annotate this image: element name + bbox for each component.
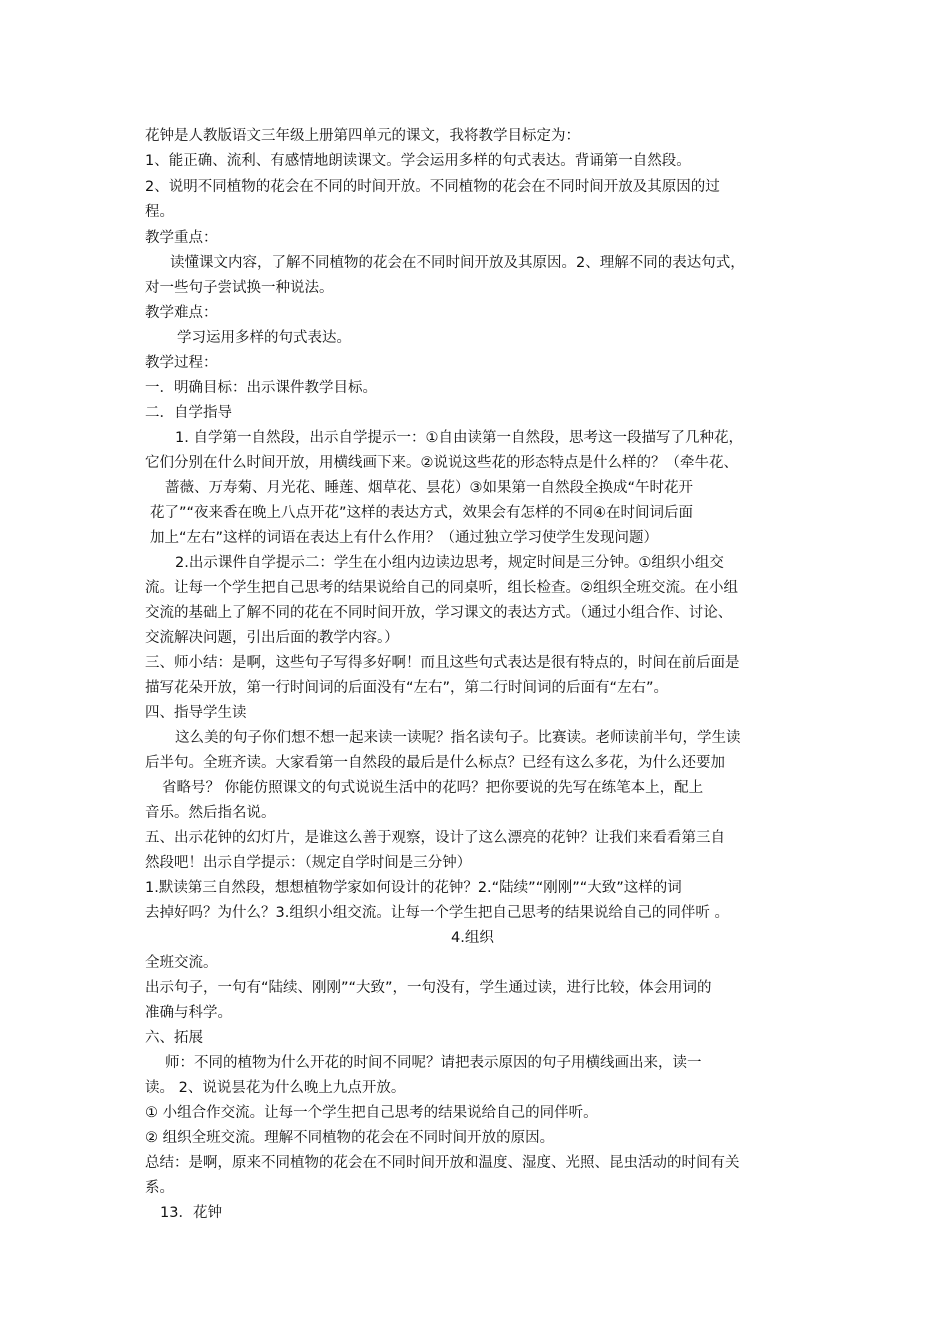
step-2-item-2-cont: 流。让每一个学生把自己思考的结果说给自己的同桌听，组长检查。②组织全班交流。在小组 <box>145 580 738 596</box>
summary-cont: 系。 <box>145 1180 174 1196</box>
intro-text: 花钟是人教版语文三年级上册第四单元的课文，我将教学目标定为： <box>145 128 580 144</box>
step-4-text-cont: 省略号？ 你能仿照课文的句式说说生活中的花吗？把你要说的先写在练笔本上，配上 <box>162 780 704 796</box>
step-3: 三、师小结：是啊，这些句子写得多好啊！而且这些句式表达是很有特点的，时间在前后面是 <box>145 655 740 671</box>
step-2-item-2-cont: 交流解决问题，引出后面的教学内容。） <box>145 630 399 646</box>
difficulty-heading: 教学难点： <box>145 305 218 321</box>
step-2-item-2-cont: 交流的基础上了解不同的花在不同时间开放，学习课文的表达方式。（通过小组合作、讨论、 <box>145 605 733 621</box>
step-4-text: 这么美的句子你们想不想一起来读一读呢？指名读句子。比赛读。老师读前半句，学生读 <box>175 730 741 746</box>
step-4-heading: 四、指导学生读 <box>145 705 247 721</box>
step-5-prompt-4-cont: 全班交流。 <box>145 955 218 971</box>
step-2-item-2: 2.出示课件自学提示二：学生在小组内边读边思考，规定时间是三分钟。①组织小组交 <box>175 555 724 571</box>
step-5-prompt-4: 4.组织 <box>451 930 494 946</box>
objective-2: 2、说明不同植物的花会在不同的时间开放。不同植物的花会在不同时间开放及其原因的过 <box>145 179 720 195</box>
step-2-item-1-cont: 花了”“夜来香在晚上八点开花”这样的表达方式，效果会有怎样的不同④在时间词后面 <box>150 505 694 521</box>
step-6-item-2: ② 组织全班交流。理解不同植物的花会在不同时间开放的原因。 <box>145 1130 555 1146</box>
objective-2-cont: 程。 <box>145 204 174 220</box>
board-title: 13．花钟 <box>160 1205 222 1221</box>
step-2-item-1-cont: 蔷薇、万寿菊、月光花、睡莲、烟草花、昙花）③如果第一自然段全换成“午时花开 <box>165 480 694 496</box>
step-2-item-1-cont: 加上“左右”这样的词语在表达上有什么作用？（通过独立学习使学生发现问题） <box>150 530 659 546</box>
step-6-item-1: ① 小组合作交流。让每一个学生把自己思考的结果说给自己的同伴听。 <box>145 1105 598 1121</box>
step-1: 一．明确目标：出示课件教学目标。 <box>145 380 377 396</box>
step-5-prompt-cont: 去掉好吗？为什么？3.组织小组交流。让每一个学生把自己思考的结果说给自己的同伴听 。 <box>145 905 729 921</box>
objective-1: 1、能正确、流利、有感情地朗读课文。学会运用多样的句式表达。背诵第一自然段。 <box>145 153 691 169</box>
step-4-text-cont: 音乐。然后指名说。 <box>145 805 276 821</box>
step-5-prompt: 1.默读第三自然段，想想植物学家如何设计的花钟？2.“陆续”“刚刚”“大致”这样的词 <box>145 880 682 896</box>
step-2-item-1-cont: 它们分别在什么时间开放，用横线画下来。②说说这些花的形态特点是什么样的？（牵牛花、 <box>145 455 738 471</box>
step-5-sentences: 出示句子，一句有“陆续、刚刚”“大致”，一句没有，学生通过读，进行比较，体会用词的 <box>145 980 712 996</box>
step-6-text-cont: 读。 2、说说昙花为什么晚上九点开放。 <box>145 1080 406 1096</box>
step-3-cont: 描写花朵开放，第一行时间词的后面没有“左右”，第二行时间词的后面有“左右”。 <box>145 680 669 696</box>
key-points-text: 读懂课文内容，了解不同植物的花会在不同时间开放及其原因。2、理解不同的表达句式， <box>170 255 745 271</box>
difficulty-text: 学习运用多样的句式表达。 <box>177 330 351 346</box>
key-points-heading: 教学重点： <box>145 230 218 246</box>
step-5-cont: 然段吧！出示自学提示：（规定自学时间是三分钟） <box>145 855 472 871</box>
step-4-text-cont: 后半句。全班齐读。大家看第一自然段的最后是什么标点？已经有这么多花，为什么还要加 <box>145 755 725 771</box>
step-6-heading: 六、拓展 <box>145 1030 203 1046</box>
step-6-text: 师：不同的植物为什么开花的时间不同呢？请把表示原因的句子用横线画出来，读一 <box>165 1055 702 1071</box>
step-2-item-1: 1. 自学第一自然段，出示自学提示一：①自由读第一自然段，思考这一段描写了几种花， <box>175 430 743 446</box>
step-5: 五、出示花钟的幻灯片，是谁这么善于观察，设计了这么漂亮的花钟？让我们来看看第三自 <box>145 830 725 846</box>
summary: 总结：是啊，原来不同植物的花会在不同时间开放和温度、湿度、光照、昆虫活动的时间有关 <box>145 1155 740 1171</box>
step-5-sentences-cont: 准确与科学。 <box>145 1005 232 1021</box>
step-2-heading: 二．自学指导 <box>145 405 232 421</box>
process-heading: 教学过程： <box>145 355 218 371</box>
key-points-text-cont: 对一些句子尝试换一种说法。 <box>145 280 334 296</box>
